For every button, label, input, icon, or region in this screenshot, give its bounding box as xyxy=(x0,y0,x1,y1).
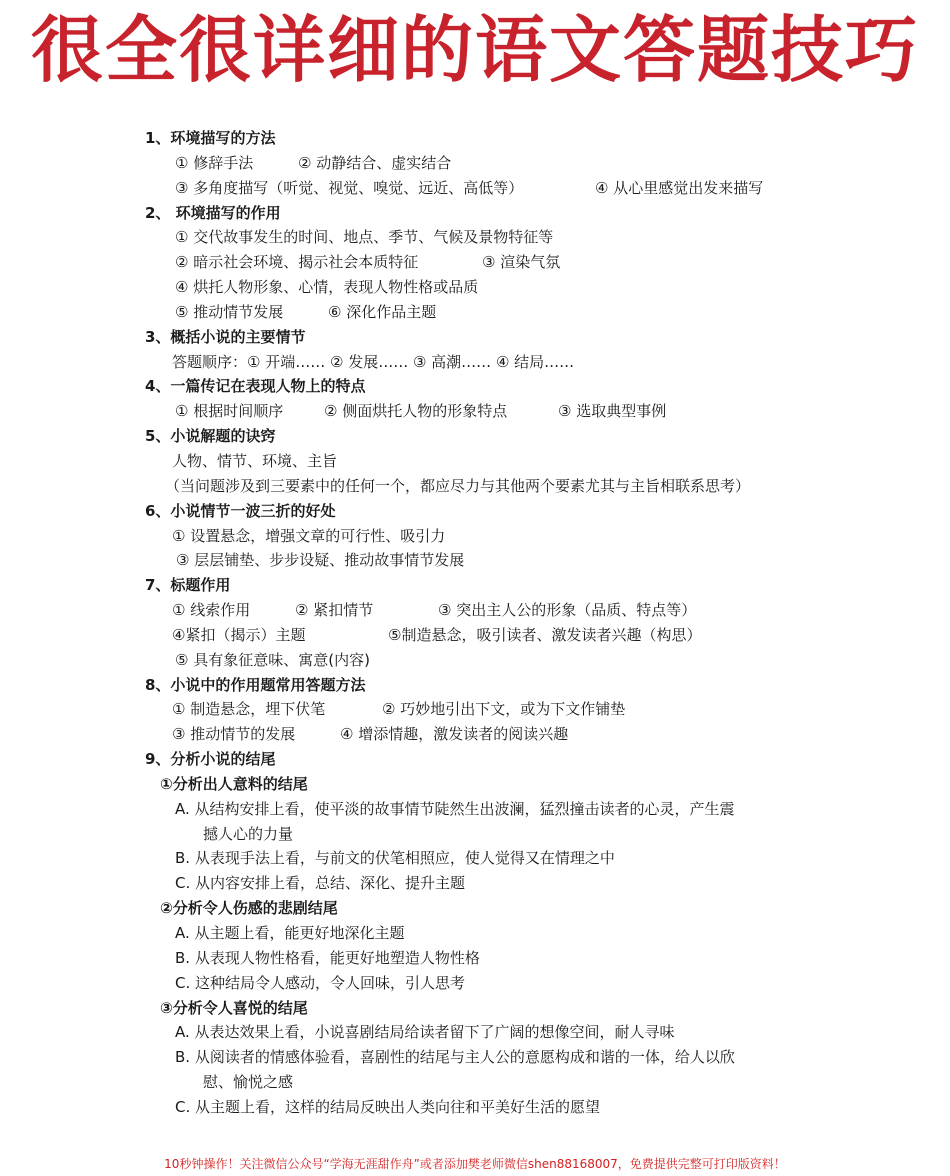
section-9-part-1-a: A. 从结构安排上看，使平淡的故事情节陡然生出波澜，猛烈撞击读者的心灵，产生震 xyxy=(175,799,735,818)
item: ④紧扣（揭示）主题 xyxy=(172,625,306,644)
section-9-part-3-c: C. 从主题上看，这样的结局反映出人类向往和平美好生活的愿望 xyxy=(175,1097,601,1116)
section-1-heading: 1、环境描写的方法 xyxy=(145,129,276,147)
section-7-line-2 xyxy=(0,623,950,648)
section-6-heading: 6、小说情节一波三折的好处 xyxy=(145,501,336,520)
item: ② 动静结合、虚实结合 xyxy=(298,153,452,172)
section-9-part-1-a-cont: 撼人心的力量 xyxy=(203,824,294,843)
section-3-line-1: 答题顺序：① 开端…… ② 发展…… ③ 高潮…… ④ 结局…… xyxy=(172,352,575,371)
section-2-line-2 xyxy=(0,250,950,275)
section-5-line-2: （当问题涉及到三要素中的任何一个，都应尽力与其他两个要素尤其与主旨相联系思考） xyxy=(165,476,751,495)
section-1-line-2 xyxy=(0,176,950,201)
section-4-heading: 4、一篇传记在表现人物上的特点 xyxy=(145,377,366,396)
section-2-line-4 xyxy=(0,300,950,325)
section-5-line-1: 人物、情节、环境、主旨 xyxy=(172,451,338,470)
item: ④ 从心里感觉出发来描写 xyxy=(595,178,764,197)
section-9-part-2-c: C. 这种结局令人感动，令人回味，引人思考 xyxy=(175,973,466,992)
section-5-heading: 5、小说解题的诀窍 xyxy=(145,427,276,446)
promo-footer: 10秒钟操作！关注微信公众号“学海无涯甜作舟”或者添加樊老师微信shen88168007，免费提供完整可打印版资料！ xyxy=(164,1157,786,1171)
section-3-heading: 3、概括小说的主要情节 xyxy=(145,327,306,346)
item: ⑤制造悬念，吸引读者、激发读者兴趣（构思） xyxy=(388,625,702,644)
item: ① 根据时间顺序 xyxy=(175,402,284,421)
item: ③ 渲染气氛 xyxy=(482,253,561,272)
section-9-part-1-b: B. 从表现手法上看，与前文的伏笔相照应，使人觉得又在情理之中 xyxy=(175,849,615,868)
section-9-part-3-b-cont: 慰、愉悦之感 xyxy=(203,1073,294,1092)
section-9-part-2-title: ②分析令人伤感的悲剧结尾 xyxy=(160,899,338,918)
section-9-part-1-c: C. 从内容安排上看，总结、深化、提升主题 xyxy=(175,874,466,893)
section-8-line-1 xyxy=(0,697,950,722)
section-2-line-1: ① 交代故事发生的时间、地点、季节、气候及景物特征等 xyxy=(175,228,554,247)
section-9-part-3-title: ③分析令人喜悦的结尾 xyxy=(160,998,308,1017)
section-6-line-1: ① 设置悬念，增强文章的可行性、吸引力 xyxy=(172,526,446,545)
item: ① 制造悬念，埋下伏笔 xyxy=(172,700,326,719)
section-7-heading: 7、标题作用 xyxy=(145,576,231,595)
item: ⑤ 推动情节发展 xyxy=(175,302,284,321)
item: ④ 增添情趣，激发读者的阅读兴趣 xyxy=(340,725,569,744)
section-1-line-1 xyxy=(0,151,950,176)
section-7-line-1 xyxy=(0,598,950,623)
section-4-line-1 xyxy=(0,399,950,424)
section-8-heading: 8、小说中的作用题常用答题方法 xyxy=(145,675,366,694)
page-title: 很全很详细的语文答题技巧 xyxy=(30,7,919,92)
section-9-part-3-b: B. 从阅读者的情感体验看，喜剧性的结尾与主人公的意愿构成和谐的一体，给人以欣 xyxy=(175,1048,735,1067)
tips-content xyxy=(0,126,950,1120)
section-7-line-3: ⑤ 具有象征意味、寓意(内容) xyxy=(175,650,370,669)
item: ② 暗示社会环境、揭示社会本质特征 xyxy=(175,253,419,272)
item: ③ 多角度描写（听觉、视觉、嗅觉、远近、高低等） xyxy=(175,178,524,197)
item: ① 线索作用 xyxy=(172,601,251,620)
item: ② 侧面烘托人物的形象特点 xyxy=(324,402,508,421)
section-2-heading: 2、 环境描写的作用 xyxy=(145,203,281,222)
section-9-part-3-a: A. 从表达效果上看，小说喜剧结局给读者留下了广阔的想像空间，耐人寻味 xyxy=(175,1023,675,1042)
item: ⑥ 深化作品主题 xyxy=(328,302,437,321)
item: ③ 选取典型事例 xyxy=(558,402,667,421)
item: ③ 推动情节的发展 xyxy=(172,725,296,744)
section-2-line-3: ④ 烘托人物形象、心情，表现人物性格或品质 xyxy=(175,278,479,297)
item: ② 巧妙地引出下文，或为下文作铺垫 xyxy=(382,700,626,719)
section-9-heading: 9、分析小说的结尾 xyxy=(145,750,276,769)
item: ③ 突出主人公的形象（品质、特点等） xyxy=(438,601,697,620)
section-9-part-1-title: ①分析出人意料的结尾 xyxy=(160,774,308,793)
section-8-line-2 xyxy=(0,722,950,747)
section-6-line-2: ③ 层层铺垫、步步设疑、推动故事情节发展 xyxy=(176,551,465,570)
item: ② 紧扣情节 xyxy=(295,601,374,620)
section-9-part-2-a: A. 从主题上看，能更好地深化主题 xyxy=(175,924,405,942)
item: ① 修辞手法 xyxy=(175,153,254,172)
section-9-part-2-b: B. 从表现人物性格看，能更好地塑造人物性格 xyxy=(175,948,480,967)
